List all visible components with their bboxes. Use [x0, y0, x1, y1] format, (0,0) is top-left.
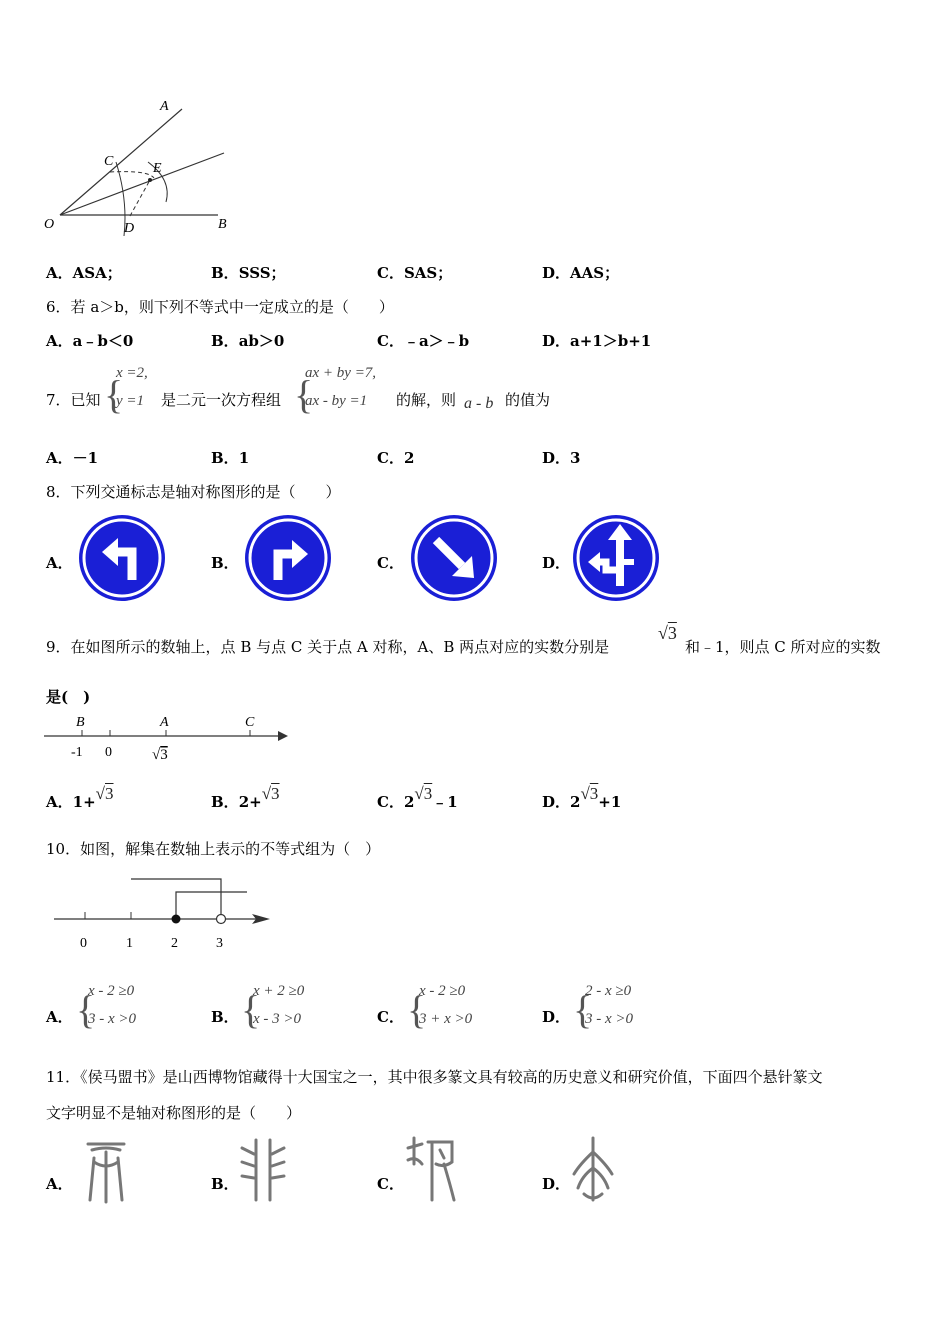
q5-option-b[interactable]: B．SSS；	[211, 264, 286, 282]
q7-solution-system: x =2, y =1	[116, 365, 148, 409]
q10-option-b-brace: {	[241, 987, 261, 1032]
q5-option-a[interactable]: A．ASA；	[46, 264, 122, 282]
q9-option-a[interactable]: A．1+√3	[46, 784, 114, 811]
q10-option-b-system[interactable]: x + 2 ≥0 x - 3 >0	[253, 983, 305, 1027]
point-a-label: A	[160, 715, 169, 730]
q10-option-b-letter[interactable]: B．	[211, 1008, 239, 1026]
seal-script-glyph-a[interactable]	[84, 1140, 128, 1204]
q6-stem: 6．若 a＞b，则下列不等式中一定成立的是（ ）	[46, 298, 394, 316]
q10-option-c-system[interactable]: x - 2 ≥0 3 + x >0	[419, 983, 473, 1027]
q7-post-text-2: 的值为	[505, 391, 551, 409]
q8-stem: 8．下列交通标志是轴对称图形的是（ ）	[46, 483, 341, 501]
q7-equation-system: ax + by =7, ax - by =1	[305, 365, 377, 409]
q10-option-c-letter[interactable]: C．	[377, 1008, 404, 1026]
q7-system-brace: {	[294, 372, 314, 417]
q10-option-d-brace: {	[573, 987, 593, 1032]
q11-stem-line1: 11．《侯马盟书》是山西博物馆藏得十大国宝之一，其中很多篆文具有较高的历史意义和研究价值，下面四个悬针篆文	[46, 1068, 823, 1086]
label-b: B	[218, 217, 227, 232]
label-a: A	[160, 99, 169, 114]
q10-option-d-system[interactable]: 2 - x ≥0 3 - x >0	[585, 983, 634, 1027]
down-right-arrow-icon[interactable]	[410, 514, 498, 602]
tick-sqrt3: √3	[152, 747, 168, 763]
q10-option-a-brace: {	[76, 987, 96, 1032]
q7-post-text: 的解，则	[396, 391, 457, 409]
q11-stem-line2: 文字明显不是轴对称图形的是（ ）	[46, 1104, 302, 1122]
q10-number-line	[50, 872, 280, 956]
turn-right-arrow-icon[interactable]	[244, 514, 332, 602]
q9-stem-line2: 是( )	[46, 688, 91, 706]
q6-option-a[interactable]: A．a﹣b＜0	[46, 332, 134, 350]
q10-option-a-system[interactable]: x - 2 ≥0 3 - x >0	[88, 983, 137, 1027]
q9-option-c[interactable]: C．2√3﹣1	[377, 784, 458, 811]
q5-option-c[interactable]: C．SAS；	[377, 264, 453, 282]
straight-or-left-arrow-icon[interactable]	[572, 514, 660, 602]
q8-option-a[interactable]: A．	[46, 554, 73, 572]
q9-sqrt3: √3	[658, 623, 677, 643]
q6-option-d[interactable]: D．a+1＞b+1	[542, 332, 652, 350]
q9-option-b[interactable]: B．2+√3	[211, 784, 280, 811]
q7-expression: a - b	[464, 395, 494, 412]
label-c: C	[104, 154, 114, 169]
q10-option-d-letter[interactable]: D．	[542, 1008, 571, 1026]
q6-option-b[interactable]: B．ab＞0	[211, 332, 285, 350]
q10-option-c-brace: {	[407, 987, 427, 1032]
q7-option-b[interactable]: B．1	[211, 449, 250, 467]
q6-option-c[interactable]: C．﹣a＞﹣b	[377, 332, 470, 350]
q7-mid-text: 是二元一次方程组	[161, 391, 282, 409]
tick-3: 3	[216, 936, 223, 951]
q9-number-line	[40, 710, 295, 772]
q8-option-b[interactable]: B．	[211, 554, 239, 572]
q9-stem-line1-end: 和﹣1，则点 C 所对应的实数	[685, 638, 881, 656]
q11-option-a[interactable]: A．	[46, 1175, 73, 1193]
q11-option-d[interactable]: D．	[542, 1175, 571, 1193]
tick-zero: 0	[105, 745, 112, 760]
q10-option-a-letter[interactable]: A．	[46, 1008, 73, 1026]
q8-option-c[interactable]: C．	[377, 554, 404, 572]
seal-script-glyph-d[interactable]	[570, 1134, 616, 1204]
label-d: D	[124, 221, 135, 236]
q11-option-c[interactable]: C．	[377, 1175, 404, 1193]
angle-construction-figure	[40, 92, 240, 240]
tick-0: 0	[80, 936, 87, 951]
q7-solution-brace: {	[104, 372, 124, 417]
point-b-label: B	[76, 715, 85, 730]
q8-option-d[interactable]: D．	[542, 554, 571, 572]
label-e: E	[153, 161, 162, 176]
label-o: O	[44, 217, 55, 232]
q7-number: 7．已知	[46, 391, 101, 409]
q9-stem-line1: 9．在如图所示的数轴上，点 B 与点 C 关于点 A 对称，A、B 两点对应的实数分别是	[46, 638, 610, 656]
seal-script-glyph-b[interactable]	[238, 1136, 288, 1204]
point-c-label: C	[245, 715, 255, 730]
seal-script-glyph-c[interactable]	[404, 1134, 458, 1204]
q11-option-b[interactable]: B．	[211, 1175, 239, 1193]
tick-minus-one: -1	[71, 745, 83, 760]
q7-option-c[interactable]: C．2	[377, 449, 415, 467]
q10-stem: 10．如图，解集在数轴上表示的不等式组为（ ）	[46, 840, 381, 858]
turn-left-arrow-icon[interactable]	[78, 514, 166, 602]
q7-option-d[interactable]: D．3	[542, 449, 581, 467]
q9-option-d[interactable]: D．2√3+1	[542, 784, 622, 811]
q7-option-a[interactable]: A．－1	[46, 449, 99, 467]
tick-2: 2	[171, 936, 178, 951]
q5-option-d[interactable]: D．AAS；	[542, 264, 620, 282]
tick-1: 1	[126, 936, 133, 951]
